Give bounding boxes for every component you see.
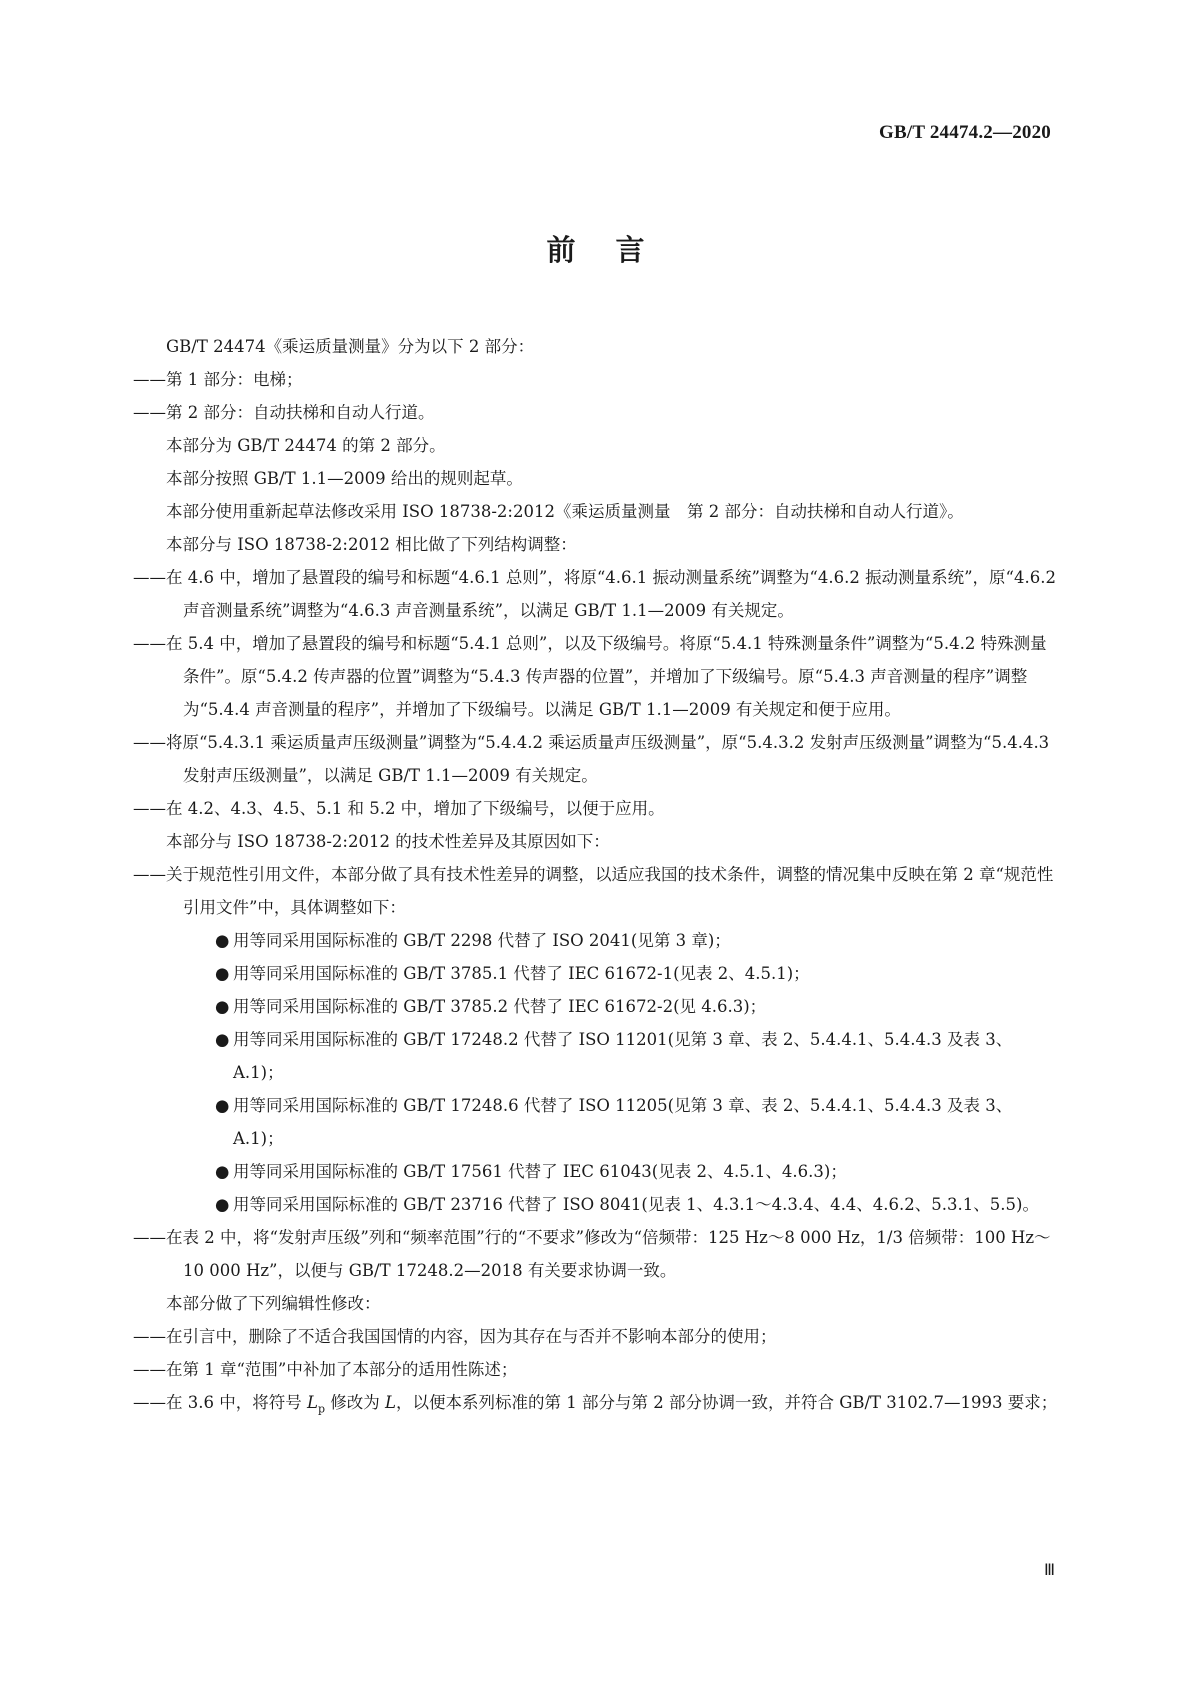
bullet-icon: ● bbox=[215, 964, 230, 983]
bullet-icon: ● bbox=[215, 1030, 230, 1049]
bullet-item: ● 用等同采用国际标准的 GB/T 17248.2 代替了 ISO 11201(见第 3 章、表 2、5.4.4.1、5.4.4.3 及表 3、A.1)； bbox=[133, 1023, 1058, 1089]
dash-item-structure-5-4-3: ——将原“5.4.3.1 乘运质量声压级测量”调整为“5.4.4.2 乘运质量声压级测量”，原“5.4.3.2 发射声压级测量”调整为“5.4.4.3 发射声压级测量”，以满足 GB/T 1.1—2009 有关规定。 bbox=[133, 733, 1050, 785]
paragraph-intro: GB/T 24474《乘运质量测量》分为以下 2 部分： bbox=[166, 337, 535, 356]
paragraph-editorial-changes: 本部分做了下列编辑性修改： bbox=[166, 1294, 381, 1313]
dash-item-introduction-change: ——在引言中，删除了不适合我国国情的内容，因为其存在与否并不影响本部分的使用； bbox=[133, 1327, 777, 1346]
dash-item-structure-5-4: ——在 5.4 中，增加了悬置段的编号和标题“5.4.1 总则”，以及下级编号。将原“5.4.1 特殊测量条件”调整为“5.4.2 特殊测量条件”。原“5.4.2 传声器的位置”调整为“5.4.3 传声器的位置”，并增加了下级编号。原“5.4.3 声音测量的程序”调整为“5.4.4 声音测量的程序”，并增加了下级编号。以满足 GB/T 1.1—2009 有关规定和便于应用。 bbox=[133, 634, 1047, 719]
bullet-icon: ● bbox=[215, 931, 230, 950]
paragraph-structure-changes: 本部分与 ISO 18738-2:2012 相比做了下列结构调整： bbox=[166, 535, 577, 554]
document-body bbox=[133, 330, 1058, 1425]
symbol-l: L bbox=[306, 1393, 318, 1412]
page-title: 前言 bbox=[546, 233, 685, 267]
symbol-subscript: p bbox=[317, 1402, 325, 1416]
dash-item-table2-change: ——在表 2 中，将“发射声压级”列和“频率范围”行的“不要求”修改为“倍频带：125 Hz～8 000 Hz，1/3 倍频带：100 Hz～10 000 Hz”，以便与 GB/T 17248.2—2018 有关要求协调一致。 bbox=[133, 1228, 1051, 1280]
paragraph-drafting-rule: 本部分按照 GB/T 1.1—2009 给出的规则起草。 bbox=[166, 469, 523, 488]
bullet-icon: ● bbox=[215, 997, 230, 1016]
bullet-item: ● 用等同采用国际标准的 GB/T 17248.6 代替了 ISO 11205(见第 3 章、表 2、5.4.4.1、5.4.4.3 及表 3、A.1)； bbox=[133, 1089, 1058, 1155]
paragraph-adoption: 本部分使用重新起草法修改采用 ISO 18738-2:2012《乘运质量测量 第 2 部分：自动扶梯和自动人行道》。 bbox=[166, 502, 964, 521]
dash-item-symbol-change: ——在 3.6 中，将符号 $L_p$ 修改为 L，以便本系列标准的第 1 部分与第 2 部分协调一致，并符合 GB/T 3102.7—1993 要求； bbox=[133, 1393, 1058, 1416]
dash-item-structure-4-6: ——在 4.6 中，增加了悬置段的编号和标题“4.6.1 总则”，将原“4.6.1 振动测量系统”调整为“4.6.2 振动测量系统”，原“4.6.2 声音测量系统”调整为“4.6.3 声音测量系统”，以满足 GB/T 1.1—2009 有关规定。 bbox=[133, 568, 1056, 620]
bullet-icon: ● bbox=[215, 1162, 230, 1181]
bullet-item: ● 用等同采用国际标准的 GB/T 3785.1 代替了 IEC 61672-1(见表 2、4.5.1)； bbox=[133, 957, 1058, 990]
paragraph-part-number: 本部分为 GB/T 24474 的第 2 部分。 bbox=[166, 436, 446, 455]
bullet-item: ● 用等同采用国际标准的 GB/T 17561 代替了 IEC 61043(见表 2、4.5.1、4.6.3)； bbox=[133, 1155, 1058, 1188]
bullet-item: ● 用等同采用国际标准的 GB/T 2298 代替了 ISO 2041(见第 3 章)； bbox=[133, 924, 1058, 957]
dash-item-part2: ——第 2 部分：自动扶梯和自动人行道。 bbox=[133, 403, 435, 422]
symbol-l-new: L bbox=[385, 1393, 396, 1412]
dash-item-part1: ——第 1 部分：电梯； bbox=[133, 370, 303, 389]
bullet-icon: ● bbox=[215, 1195, 230, 1214]
paragraph-technical-differences: 本部分与 ISO 18738-2:2012 的技术性差异及其原因如下： bbox=[166, 832, 610, 851]
dash-item-normative-references: ——关于规范性引用文件，本部分做了具有技术性差异的调整，以适应我国的技术条件，调整的情况集中反映在第 2 章“规范性引用文件”中，具体调整如下： bbox=[133, 865, 1054, 917]
page-number: Ⅲ bbox=[1043, 1562, 1055, 1579]
bullet-item: ● 用等同采用国际标准的 GB/T 23716 代替了 ISO 8041(见表 1、4.3.1～4.3.4、4.4、4.6.2、5.3.1、5.5)。 bbox=[133, 1188, 1058, 1221]
bullet-item: ● 用等同采用国际标准的 GB/T 3785.2 代替了 IEC 61672-2(见 4.6.3)； bbox=[133, 990, 1058, 1023]
standard-code: GB/T 24474.2—2020 bbox=[879, 122, 1051, 143]
dash-item-structure-numbering: ——在 4.2、4.3、4.5、5.1 和 5.2 中，增加了下级编号，以便于应用。 bbox=[133, 799, 665, 818]
bullet-icon: ● bbox=[215, 1096, 230, 1115]
dash-item-scope-change: ——在第 1 章“范围”中补加了本部分的适用性陈述； bbox=[133, 1360, 518, 1379]
